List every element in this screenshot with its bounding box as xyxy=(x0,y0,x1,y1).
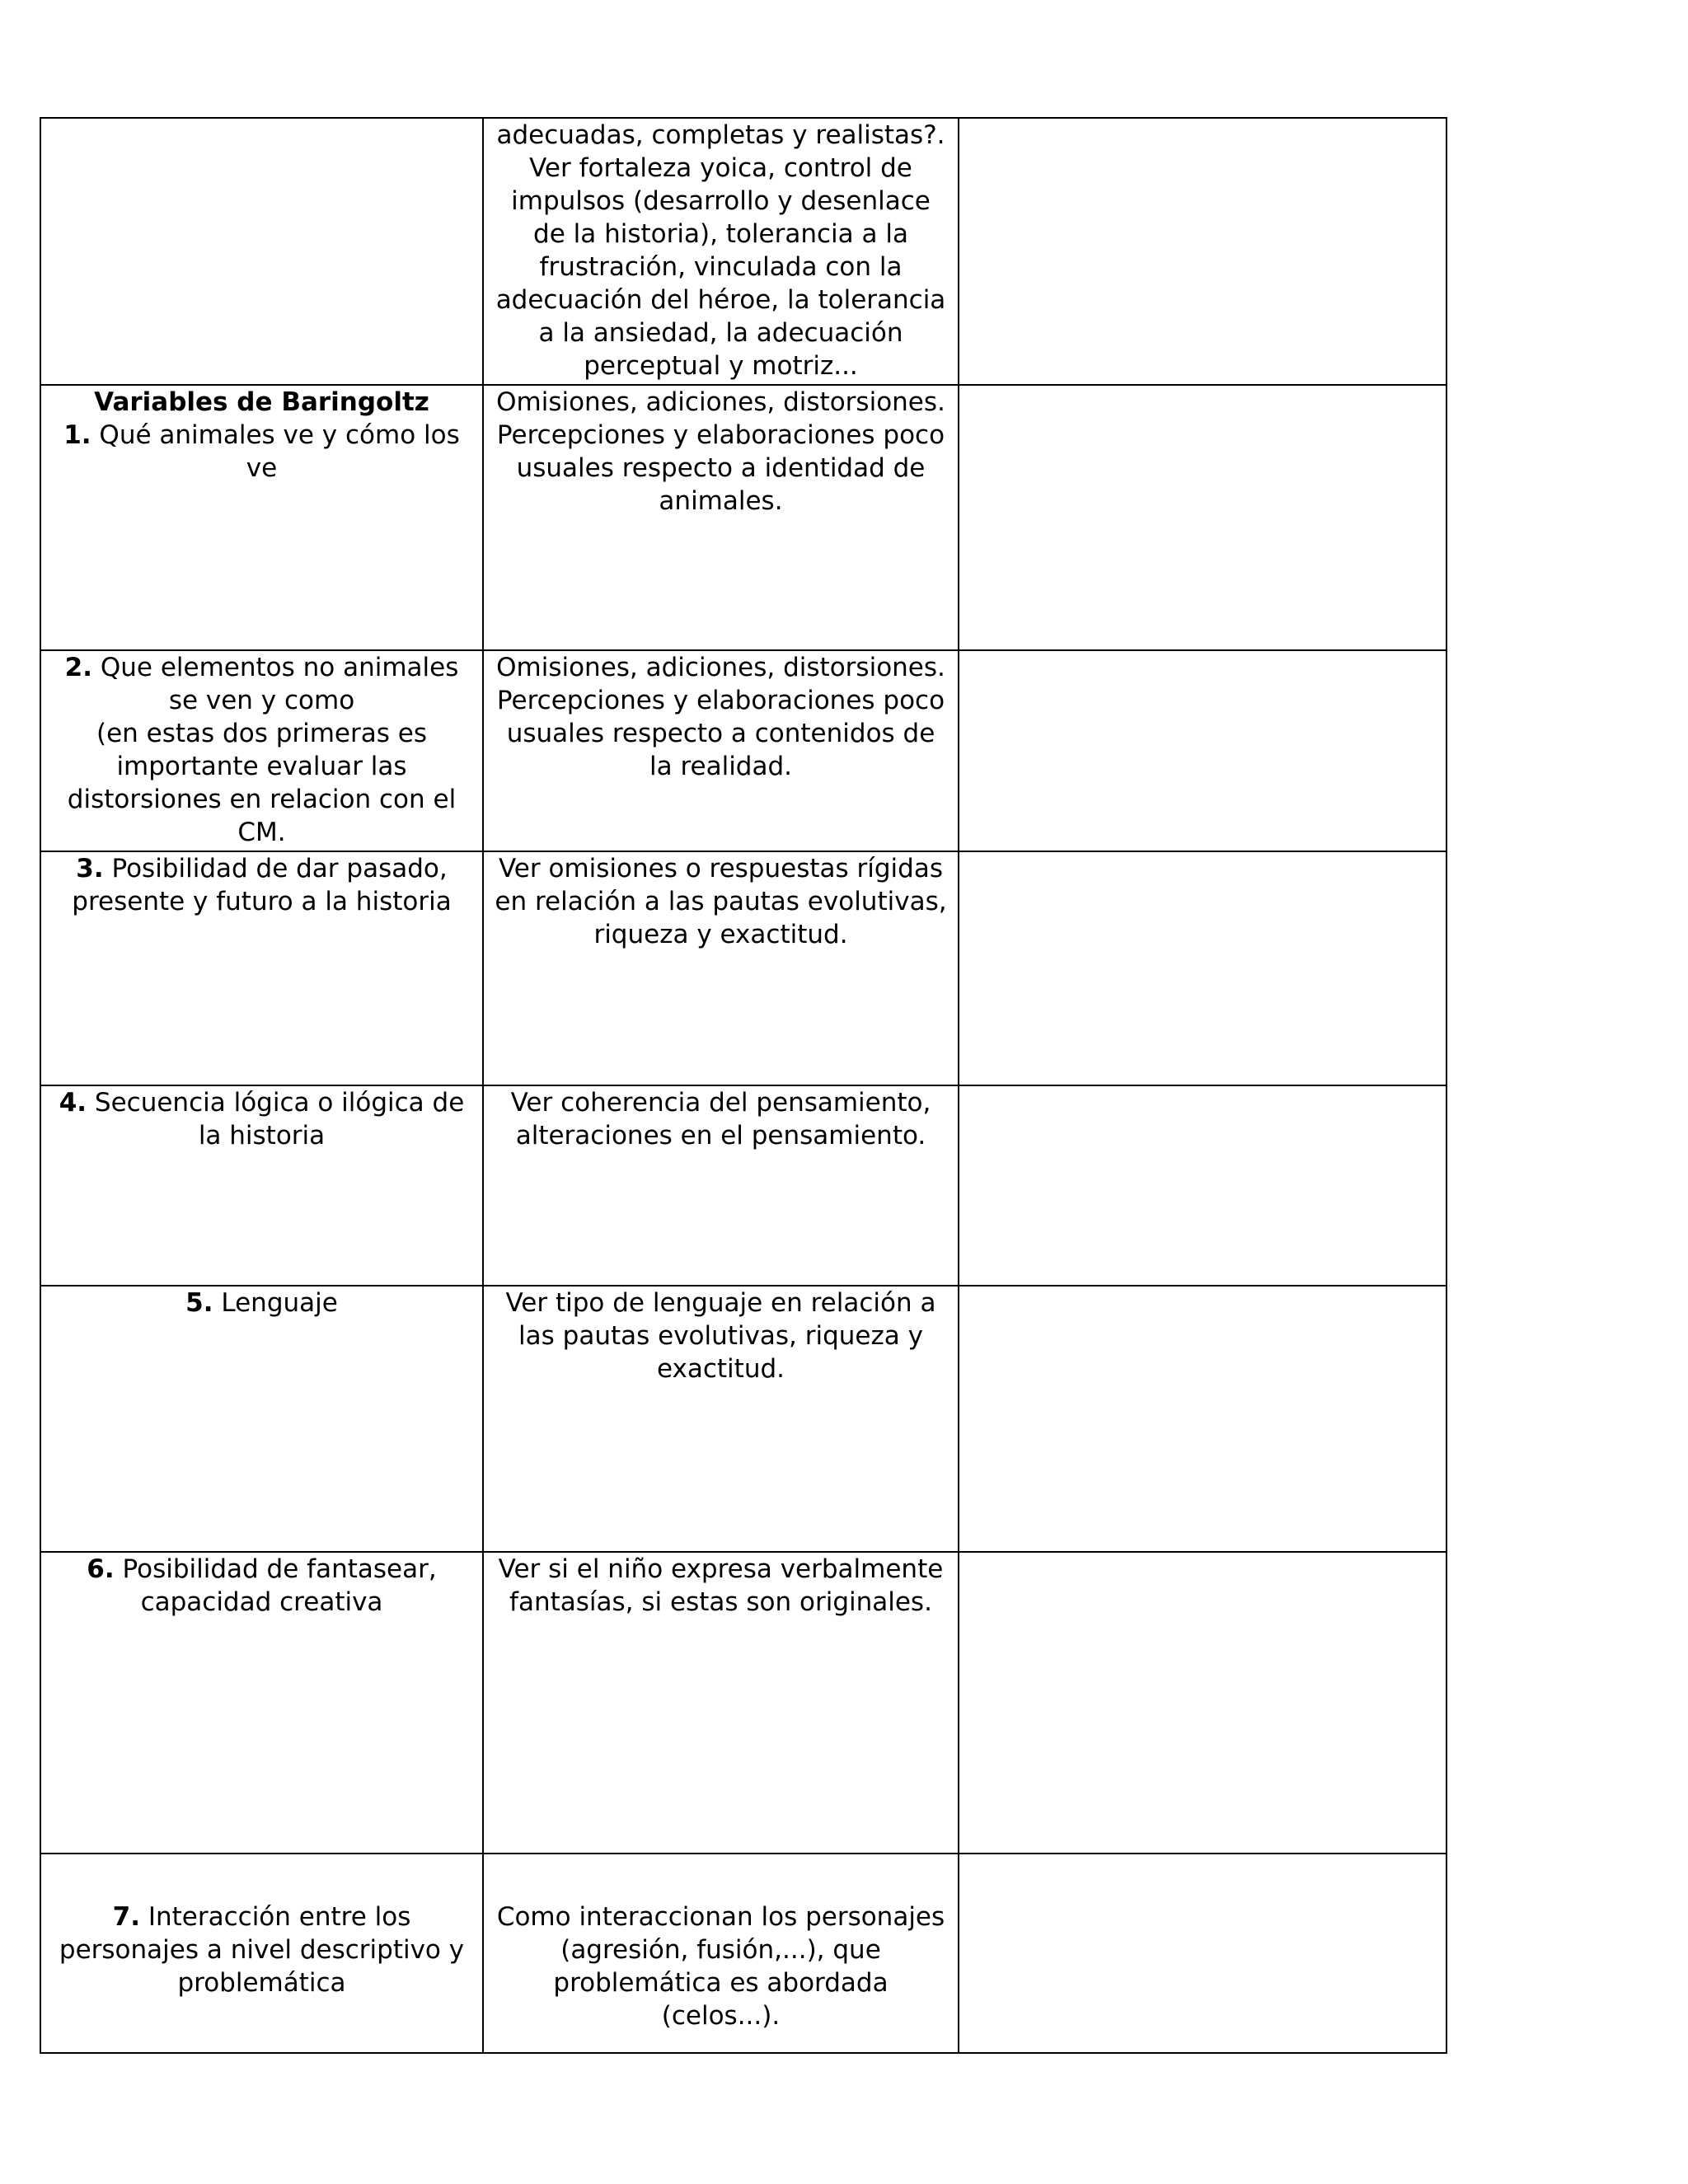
criteria-cell xyxy=(483,650,959,851)
criteria-text: Omisiones, adiciones, distorsiones. Percepciones y elaboraciones poco usuales respecto a identidad de animales. xyxy=(496,387,945,516)
variable-cell xyxy=(40,1854,483,2053)
variable-text: Interacción entre los personajes a nivel descriptivo y problemática xyxy=(59,1902,465,1998)
criteria-text: Ver omisiones o respuestas rígidas en relación a las pautas evolutivas, riqueza y exactitud. xyxy=(495,854,947,949)
variable-number: 2. xyxy=(64,653,92,682)
variable-number: 4. xyxy=(59,1088,87,1118)
table-row xyxy=(40,1286,1447,1552)
variable-cell xyxy=(40,1286,483,1552)
criteria-cell xyxy=(483,851,959,1085)
criteria-cell xyxy=(483,1286,959,1552)
variable-cell xyxy=(40,650,483,851)
variable-number: 3. xyxy=(76,854,104,883)
table-row xyxy=(40,385,1447,650)
notes-cell xyxy=(959,385,1447,650)
variable-cell xyxy=(40,118,483,385)
criteria-cell xyxy=(483,1085,959,1286)
variable-number: 5. xyxy=(185,1288,213,1318)
variable-note: (en estas dos primeras es importante evaluar las distorsiones en relacion con el CM. xyxy=(67,719,457,847)
criteria-cell xyxy=(483,385,959,650)
table-row xyxy=(40,650,1447,851)
notes-cell xyxy=(959,851,1447,1085)
criteria-cell xyxy=(483,118,959,385)
variable-text: Secuencia lógica o ilógica de la historia xyxy=(94,1088,465,1151)
criteria-text: Como interaccionan los personajes (agresión, fusión,...), que problemática es abordada (celos...). xyxy=(496,1902,945,2031)
notes-cell xyxy=(959,1286,1447,1552)
table-row xyxy=(40,1085,1447,1286)
criteria-text: Omisiones, adiciones, distorsiones. Percepciones y elaboraciones poco usuales respecto a contenidos de la realidad. xyxy=(496,653,945,781)
notes-cell xyxy=(959,1552,1447,1854)
notes-cell xyxy=(959,650,1447,851)
section-heading: Variables de Baringoltz xyxy=(94,387,429,417)
variable-text: Que elementos no animales se ven y como xyxy=(100,653,459,715)
table-row xyxy=(40,851,1447,1085)
criteria-text: Ver tipo de lenguaje en relación a las pautas evolutivas, riqueza y exactitud. xyxy=(505,1288,936,1384)
variable-number: 7. xyxy=(112,1902,140,1932)
notes-cell xyxy=(959,1085,1447,1286)
variable-cell xyxy=(40,385,483,650)
variable-number: 1. xyxy=(63,420,91,450)
table-row xyxy=(40,1552,1447,1854)
variable-cell xyxy=(40,1552,483,1854)
variable-number: 6. xyxy=(87,1554,115,1584)
evaluation-table xyxy=(40,117,1447,2054)
variable-text: Posibilidad de fantasear, capacidad creativa xyxy=(122,1554,437,1617)
table-row xyxy=(40,1854,1447,2053)
criteria-text: Ver coherencia del pensamiento, alteraciones en el pensamiento. xyxy=(510,1088,931,1151)
criteria-cell xyxy=(483,1854,959,2053)
criteria-text: adecuadas, completas y realistas?. Ver fortaleza yoica, control de impulsos (desarrollo y desenlace de la historia), tolerancia a la frustración, vinculada con la adecuación del héroe, la tolerancia a la ansiedad, la adecuación perceptual y motriz... xyxy=(495,120,946,381)
variable-text: Posibilidad de dar pasado, presente y futuro a la historia xyxy=(72,854,452,916)
notes-cell xyxy=(959,118,1447,385)
variable-cell xyxy=(40,851,483,1085)
variable-text: Lenguaje xyxy=(221,1288,338,1318)
variable-cell xyxy=(40,1085,483,1286)
notes-cell xyxy=(959,1854,1447,2053)
table-row xyxy=(40,118,1447,385)
criteria-cell xyxy=(483,1552,959,1854)
criteria-text: Ver si el niño expresa verbalmente fantasías, si estas son originales. xyxy=(498,1554,944,1617)
variable-text: Qué animales ve y cómo los ve xyxy=(99,420,460,483)
